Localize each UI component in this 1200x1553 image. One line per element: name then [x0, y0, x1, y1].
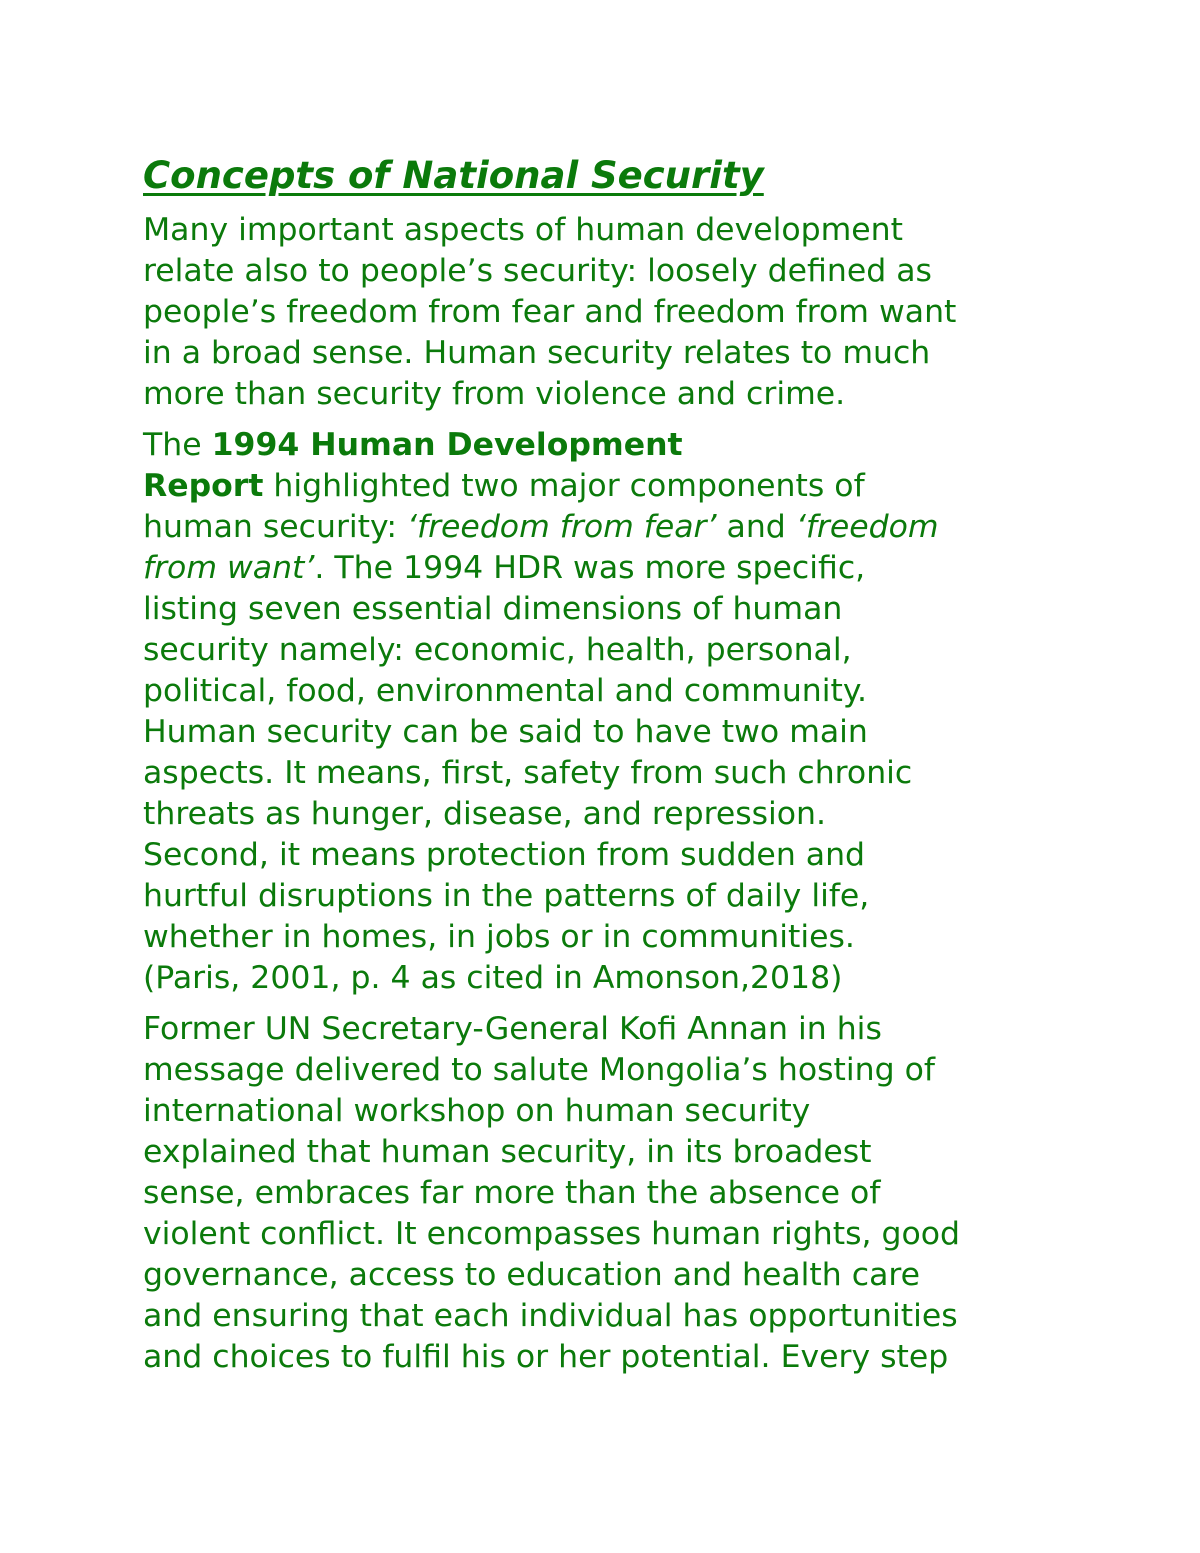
paragraph-1-line: people’s freedom from fear and freedom from want — [143, 294, 957, 330]
text-run: human security: — [143, 509, 407, 545]
paragraph-2-line — [143, 507, 1073, 548]
paragraph-1-line: more than security from violence and crime. — [143, 376, 846, 412]
paragraph-2-line — [143, 548, 1073, 589]
paragraph-2-line — [143, 466, 1073, 507]
report-title-bold: 1994 Human Development — [211, 427, 683, 463]
paragraph-2-line: Second, it means protection from sudden and — [143, 837, 866, 873]
text-run: and — [716, 509, 796, 545]
paragraph-2-line — [143, 425, 1073, 466]
citation-line: (Paris, 2001, p. 4 as cited in Amonson,2018) — [143, 960, 843, 996]
paragraph-1-line: in a broad sense. Human security relates to much — [143, 335, 931, 371]
paragraph-2-line: hurtful disruptions in the patterns of daily life, — [143, 878, 870, 914]
paragraph-3-line: and ensuring that each individual has opportunities — [143, 1298, 958, 1334]
text-run: . The 1994 HDR was more specific, — [314, 550, 866, 586]
paragraph-2 — [143, 425, 1073, 999]
report-title-bold: Report — [143, 468, 264, 504]
paragraph-3-line: international workshop on human security — [143, 1093, 811, 1129]
document-page — [143, 152, 1073, 1388]
paragraph-2-line: Human security can be said to have two main — [143, 714, 868, 750]
paragraph-2-line: political, food, environmental and community. — [143, 673, 868, 709]
paragraph-3-line: violent conflict. It encompasses human rights, good — [143, 1216, 961, 1252]
paragraph-3-line: governance, access to education and health care — [143, 1257, 921, 1293]
paragraph-3-line: Former UN Secretary-General Kofi Annan in his — [143, 1011, 882, 1047]
paragraph-3-line: sense, embraces far more than the absence of — [143, 1175, 881, 1211]
paragraph-3-line: explained that human security, in its broadest — [143, 1134, 872, 1170]
paragraph-2-line: listing seven essential dimensions of human — [143, 591, 843, 627]
paragraph-3-line: message delivered to salute Mongolia’s hosting of — [143, 1052, 935, 1088]
paragraph-2-line: threats as hunger, disease, and repression. — [143, 796, 827, 832]
italic-quote: ‘freedom — [795, 509, 939, 545]
paragraph-1-line: Many important aspects of human development — [143, 212, 903, 248]
paragraph-3 — [143, 1009, 1073, 1378]
paragraph-2-line: aspects. It means, first, safety from such chronic — [143, 755, 913, 791]
paragraph-1-line: relate also to people’s security: loosely defined as — [143, 253, 932, 289]
text-run: The — [143, 427, 212, 463]
paragraph-3-line: and choices to fulfil his or her potential. Every step — [143, 1339, 949, 1375]
paragraph-1 — [143, 210, 1073, 415]
paragraph-2-line: whether in homes, in jobs or in communities. — [143, 919, 855, 955]
italic-quote: from want’ — [143, 550, 315, 586]
paragraph-2-line: security namely: economic, health, personal, — [143, 632, 852, 668]
document-title: Concepts of National Security — [143, 154, 764, 197]
italic-quote: ‘freedom from fear’ — [407, 509, 717, 545]
text-run: highlighted two major components of — [263, 468, 865, 504]
